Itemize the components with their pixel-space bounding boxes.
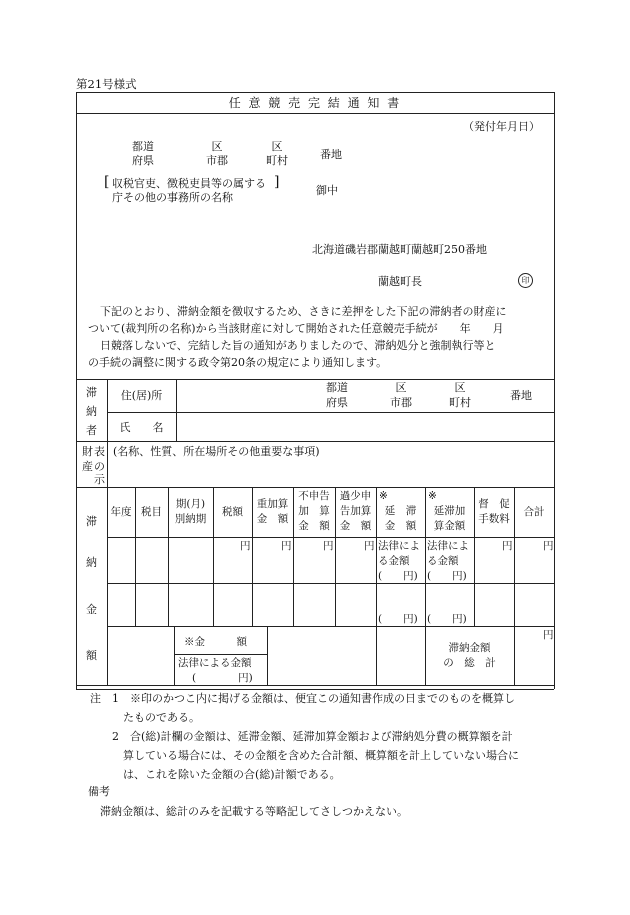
hdr-surcharge-1: 重加算 — [256, 498, 289, 510]
sum-amount-label: ※金 額 — [184, 636, 247, 648]
taxpayer-label-2: 納 — [86, 405, 97, 418]
yen-reminder: 円 — [502, 540, 513, 552]
note1-line1: 1 ※印のかつこ内に掲げる金額は、便宜この通知書作成の日までのものを概算し — [112, 692, 515, 705]
hdr-delinq-add-3: 算金額 — [433, 520, 466, 532]
hdr-underpay-3: 金 額 — [339, 520, 372, 532]
note2-line1: 2 合(総)計欄の金額は、延滞金額、延滞加算金額および滞納処分費の概算額を計 — [112, 730, 513, 743]
body-line-4: の手続の調整に関する政令第20条の規定により通知します。 — [88, 356, 388, 369]
hdr-tax-amount: 税額 — [222, 506, 243, 518]
delinq-add-paren-1: ( 円) — [427, 570, 467, 582]
tp-gun-2: 市郡 — [390, 396, 412, 409]
delinq-paren-2: ( 円) — [378, 613, 418, 625]
hdr-underpay-2: 告加算 — [339, 505, 372, 517]
addressee-banchi: 番地 — [320, 148, 342, 161]
hdr-delinq-3: 金 額 — [384, 520, 417, 532]
body-line-2: ついて(裁判所の名称)から当該財産に対して開始された任意競売手続が 年 月 — [88, 322, 504, 335]
amount-label-4: 額 — [86, 649, 97, 662]
issue-date-label: （発付年月日） — [463, 120, 540, 133]
grand-total-label-1: 滞納金額 — [448, 642, 491, 654]
form-title: 任 意 競 売 完 結 通 知 書 — [228, 96, 402, 110]
sum-paren: ( 円) — [192, 672, 253, 684]
addressee-chouson-1: 区 — [271, 140, 283, 153]
property-label-a1: 財 — [82, 445, 93, 458]
hdr-unfiled-3: 金 額 — [298, 520, 330, 532]
office-bracket-left: [ — [104, 174, 110, 190]
hdr-year: 年度 — [110, 506, 132, 518]
body-line-3: 日競落しないで、完結した旨の通知がありましたので、滞納処分と強制執行等と — [100, 339, 496, 352]
seal-icon: 印 — [518, 273, 533, 288]
yen-total: 円 — [543, 540, 554, 552]
tp-todofuken-2: 府県 — [326, 396, 348, 409]
hdr-reminder-1: 督 促 — [478, 498, 510, 510]
hdr-reminder-2: 手数料 — [478, 513, 510, 525]
amount-label-1: 滞 — [86, 515, 97, 528]
hdr-total: 合計 — [523, 506, 545, 518]
tp-chouson-1: 区 — [454, 381, 466, 394]
addressee-chouson-2: 町村 — [266, 154, 288, 167]
address-label: 住(居)所 — [120, 389, 163, 402]
property-label-b3: 示 — [94, 473, 105, 486]
hdr-surcharge-2: 金 額 — [256, 513, 289, 525]
hdr-delinq-2: 延 滞 — [384, 505, 417, 517]
yen-unfiled: 円 — [323, 540, 334, 552]
tp-chouson-2: 町村 — [449, 396, 471, 409]
addressee-gun-1: 区 — [211, 140, 223, 153]
delinq-legal-1: 法律によ — [378, 540, 420, 552]
note2-line2: 算している場合には、その金額を含めた合計額、概算額を計上していない場合に — [123, 749, 519, 762]
grand-total-label-2: の 総 計 — [443, 657, 496, 669]
property-description: (名称、性質、所在場所その他重要な事項) — [113, 445, 320, 458]
sum-legal-label: 法律による金額 — [178, 657, 252, 669]
property-label-b1: 表 — [94, 445, 105, 458]
hdr-period-1: 期(月) — [175, 498, 206, 510]
hdr-tax: 税目 — [141, 506, 162, 518]
notes-label: 注 — [90, 692, 101, 705]
addressee-todofuken-2: 府県 — [132, 154, 154, 167]
yen-surcharge: 円 — [281, 540, 292, 552]
hdr-delinq-mark: ※ — [379, 490, 388, 502]
note1-line2: たものである。 — [123, 711, 200, 724]
office-name-line2: 庁その他の事務所の名称 — [112, 191, 233, 204]
office-bracket-right: ] — [274, 174, 280, 190]
delinq-legal-2: る金額 — [378, 555, 410, 567]
amount-label-2: 納 — [86, 556, 97, 569]
sender-title: 蘭越町長 — [378, 275, 422, 288]
amount-label-3: 金 — [86, 603, 97, 616]
hdr-period-2: 別納期 — [174, 513, 207, 525]
delinq-add-legal-1: 法律によ — [427, 540, 469, 552]
yen-underpay: 円 — [364, 540, 375, 552]
office-name-line1: 収税官吏、徴税吏員等の属する — [112, 177, 266, 190]
sender-address: 北海道磯岩郡蘭越町蘭越町250番地 — [312, 243, 487, 256]
hdr-underpay-1: 過少申 — [339, 490, 372, 502]
tp-gun-1: 区 — [395, 381, 407, 394]
property-label-a2: 産 — [82, 460, 93, 473]
hdr-delinq-add-2: 延滞加 — [433, 505, 466, 517]
yen-tax-amount: 円 — [240, 540, 251, 552]
taxpayer-label-3: 者 — [86, 424, 97, 437]
name-label: 氏 名 — [119, 421, 164, 434]
delinq-add-legal-2: る金額 — [427, 555, 459, 567]
addressee-todofuken-1: 都道 — [132, 140, 154, 153]
hdr-unfiled-1: 不申告 — [298, 490, 330, 502]
taxpayer-label-1: 滞 — [86, 386, 97, 399]
hdr-delinq-add-mark: ※ — [428, 490, 437, 502]
body-line-1: 下記のとおり、滞納金額を徴収するため、さきに差押をした下記の滞納者の財産に — [100, 305, 507, 318]
remarks-label: 備考 — [88, 785, 110, 798]
delinq-add-paren-2: ( 円) — [427, 613, 467, 625]
addressee-gun-2: 市郡 — [206, 154, 228, 167]
tp-todofuken-1: 都道 — [326, 381, 348, 394]
note2-line3: は、これを除いた金額の合(総)計額である。 — [123, 768, 341, 781]
hdr-unfiled-2: 加 算 — [298, 505, 330, 517]
delinq-paren-1: ( 円) — [378, 570, 418, 582]
yen-grand-total: 円 — [543, 629, 554, 641]
tp-banchi: 番地 — [510, 389, 532, 402]
remarks-text: 滞納金額は、総計のみを記載する等略記してさしつかえない。 — [100, 805, 408, 818]
property-label-b2: の — [94, 460, 105, 473]
form-number: 第21号様式 — [76, 77, 137, 91]
honorific: 御中 — [316, 184, 338, 197]
